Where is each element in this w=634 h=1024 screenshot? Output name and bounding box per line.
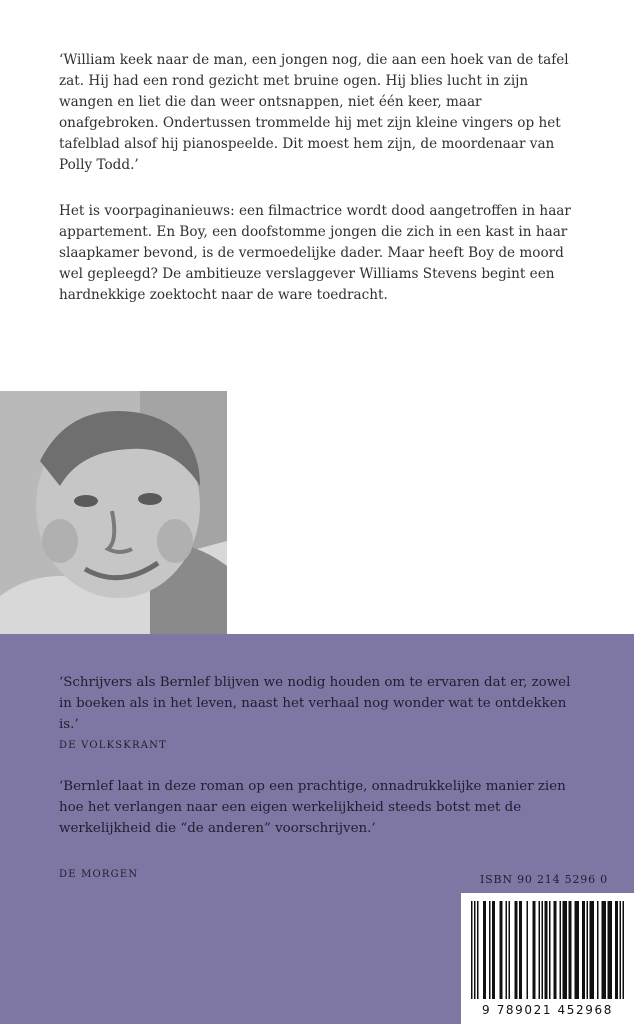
barcode-bar [597, 901, 599, 999]
barcode-digits: 9 789021 452968 [482, 1003, 613, 1017]
barcode-bar [590, 901, 595, 999]
barcode-bar [492, 901, 495, 999]
barcode-bar [500, 901, 503, 999]
excerpt-paragraph: ‘William keek naar de man, een jongen nog, die aan een hoek van de tafel zat. Hij had een rond gezicht met bruine ogen. Hij blies lucht in zijn wangen en liet die dan weer ontsnappen, niet één keer, maar onafgebroken. Ondertussen trommelde hij met zijn kleine vingers op het tafelblad alsof hij pianospeelde. Dit moest hem zijn, de moordenaar van Polly Todd.’ [59, 52, 569, 173]
review-source-2: DE MORGEN [59, 869, 139, 880]
barcode-bar [483, 901, 486, 999]
barcode-bar [515, 901, 518, 999]
barcode-bar [519, 901, 522, 999]
barcode-bar [569, 901, 572, 999]
review-quote-1: ‘Schrijvers als Bernlef blijven we nodig houden om te ervaren dat er, zowel in boeken als in het leven, naast het verhaal nog wonder wat te ontdekken is.’ [59, 675, 571, 732]
barcode [461, 893, 634, 1024]
barcode-bar [608, 901, 613, 999]
author-portrait-graphic [0, 391, 227, 634]
summary-paragraph: Het is voorpaginanieuws: een filmactrice wordt dood aangetroffen in haar appartement. En Boy, een doofstomme jongen die zich in een kast in haar slaapkamer bevond, is de vermoedelijke dader. Maar heeft Boy de moord wel gepleegd? De ambitieuze verslaggever Williams Stevens begint een hardnekkige zoektocht naar de ware toedracht. [59, 203, 571, 303]
barcode-bar [477, 901, 479, 999]
barcode-bar [506, 901, 508, 999]
barcode-bar [533, 901, 536, 999]
barcode-bar [471, 901, 473, 999]
barcode-bar [563, 901, 568, 999]
isbn-label: ISBN 90 214 5296 0 [480, 873, 608, 886]
author-photo [0, 391, 227, 634]
barcode-bar [509, 901, 511, 999]
barcode-bar [489, 901, 491, 999]
barcode-bar [582, 901, 585, 999]
barcode-bar [620, 901, 622, 999]
review-source-1: DE VOLKSKRANT [59, 740, 167, 751]
barcode-bar [542, 901, 544, 999]
barcode-bar [615, 901, 618, 999]
barcode-bar [560, 901, 562, 999]
review-quote-2: ‘Bernlef laat in deze roman op een prachtige, onnadrukkelijke manier zien hoe het verlangen naar een eigen werkelijkheid steeds botst met de werkelijkheid die “de anderen” voorschrijven.’ [59, 779, 566, 836]
barcode-bar [474, 901, 476, 999]
barcode-bar [602, 901, 607, 999]
barcode-bar [527, 901, 529, 999]
barcode-bar [623, 901, 625, 999]
barcode-bar [575, 901, 580, 999]
barcode-bar [539, 901, 541, 999]
barcode-bar [545, 901, 548, 999]
barcode-bar [549, 901, 551, 999]
barcode-bar [554, 901, 557, 999]
barcode-bar [587, 901, 589, 999]
